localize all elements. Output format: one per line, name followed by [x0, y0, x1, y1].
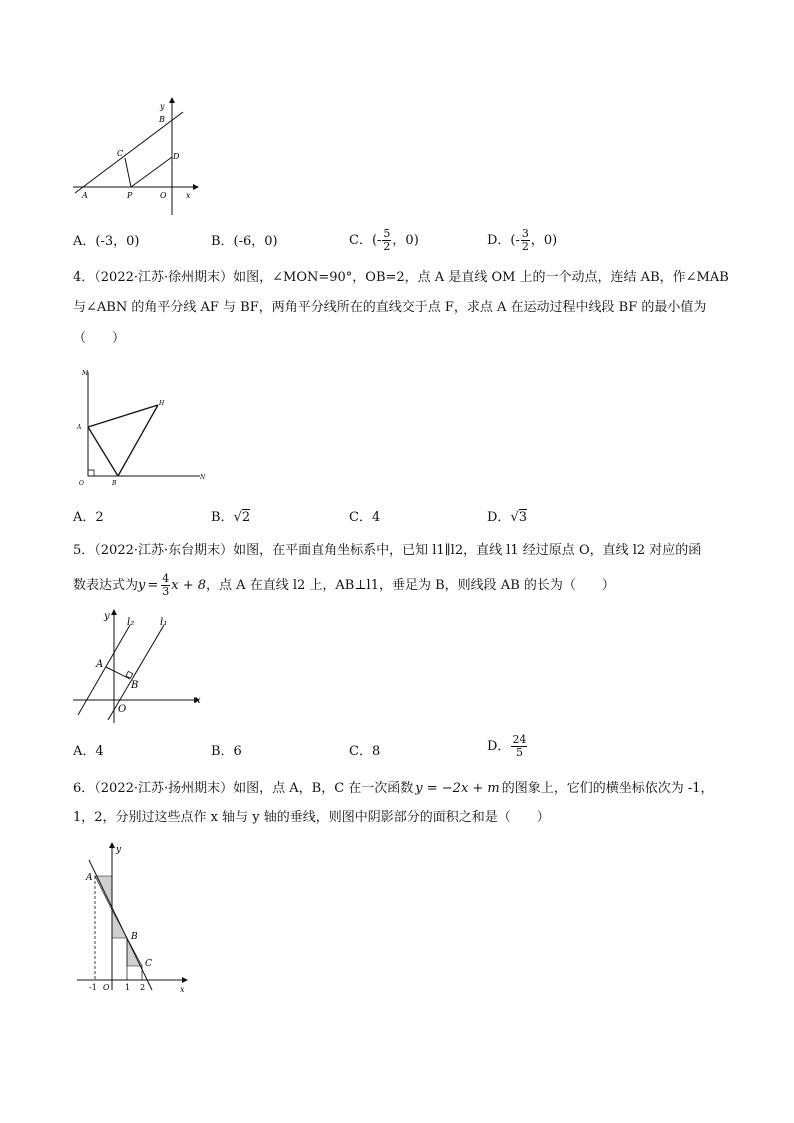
q5-label-l2: l₂ [127, 617, 135, 628]
q5-y-arrow [111, 609, 117, 615]
q6-label-o: O [103, 983, 110, 992]
q3-line-pd [131, 157, 172, 187]
q3-y-arrow [169, 97, 175, 103]
q4-segment-ab [88, 427, 118, 476]
q6-label-x: x [180, 985, 185, 994]
q6-figure [72, 840, 197, 995]
q3-label-p: P [127, 191, 133, 200]
q3-option-d[interactable] [487, 228, 557, 253]
q4-b-radicand: 2 [241, 510, 251, 525]
q4-figure [72, 362, 222, 490]
q3-option-d-prefix: D．(- [487, 233, 520, 248]
q5-option-a[interactable]: A．4 [73, 744, 104, 759]
q5-option-d[interactable] [487, 734, 528, 759]
q3-option-d-suffix: ，0) [530, 233, 558, 248]
q3-x-arrow [193, 184, 199, 190]
q3-label-o: O [160, 191, 167, 200]
q4-option-b-prefix: B． [211, 510, 234, 525]
q4-stem-line2: 与∠ABN 的角平分线 AF 与 BF，两角平分线所在的直线交于点 F，求点 A 在运动过程中线段 BF 的最小值为 [73, 300, 707, 315]
q5-label-x: x [195, 695, 201, 706]
q3-option-c-suffix: ，0) [392, 233, 419, 248]
q4-label-a: A [77, 424, 82, 431]
q3-option-c-fraction [382, 228, 391, 253]
q4-label-n: N [200, 474, 206, 481]
q5-eq-den: 3 [162, 585, 170, 598]
q3-d-den: 2 [521, 240, 529, 253]
q4-option-c[interactable]: C．4 [349, 510, 381, 525]
q4-label-h: H [159, 400, 165, 407]
q6-x-arrow [182, 977, 188, 983]
q5-d-num: 24 [512, 733, 527, 746]
q3-option-b[interactable]: B．(-6，0) [211, 234, 278, 249]
q5-d-den: 5 [515, 746, 523, 759]
q6-label-one: 1 [125, 983, 131, 992]
q3-c-den: 2 [383, 240, 391, 253]
q6-equation: y = −2x + m [415, 781, 500, 796]
q5-eq-fraction [161, 573, 170, 598]
q3-figure [65, 95, 205, 220]
q6-y-arrow [109, 842, 115, 848]
q5-label-a: A [96, 659, 104, 670]
q4-stem-line1: 4．（2022·江苏·徐州期末）如图，∠MON=90°，OB=2，点 A 是直线 OM 上的一个动点，连结 AB，作∠MAB [73, 270, 729, 285]
q5-segment-ab [106, 667, 130, 679]
q5-label-o: O [118, 704, 127, 715]
q5-stem-line2 [73, 573, 615, 598]
q3-option-c-prefix: C．(- [349, 233, 382, 248]
q5-label-l1: l₁ [160, 617, 168, 628]
q4-right-angle-mark [88, 470, 94, 476]
q4-option-a[interactable]: A．2 [73, 510, 104, 525]
q4-b-radical-icon: √ [233, 510, 242, 525]
q6-label-two: 2 [140, 983, 146, 992]
q4-d-radical-icon: √ [510, 510, 519, 525]
q5-eq-rest: x + 8 [171, 578, 207, 593]
q3-line-ab [75, 112, 183, 193]
q6-function-line [89, 860, 152, 990]
q6-label-neg1: -1 [89, 983, 97, 992]
q4-label-o: O [79, 480, 84, 487]
q6-label-y: y [116, 845, 122, 855]
q3-label-b: B [159, 115, 165, 124]
q5-eq-equals: = [147, 578, 159, 593]
q3-label-a: A [82, 191, 88, 200]
q4-option-b[interactable] [211, 508, 250, 528]
q4-stem-line3: （ ） [73, 331, 126, 346]
q5-figure [68, 605, 208, 727]
q5-option-d-fraction [511, 734, 527, 759]
q3-segment-cp [125, 158, 131, 187]
q6-label-a: A [86, 873, 93, 883]
q3-label-x: x [186, 191, 191, 200]
q6-label-c: C [145, 959, 152, 969]
q4-label-b: B [112, 480, 117, 487]
q5-label-y: y [104, 611, 110, 622]
q3-option-a[interactable]: A．(-3，0) [73, 234, 140, 249]
q4-option-d[interactable] [487, 508, 527, 528]
q6-line1-post: 的图象上，它们的横坐标依次为 -1， [501, 781, 714, 796]
q5-option-d-prefix: D． [487, 739, 511, 754]
q5-eq-y: y [138, 578, 146, 593]
q5-stem-line1: 5．（2022·江苏·东台期末）如图，在平面直角坐标系中，已知 l1∥l2，直线 l1 经过原点 O，直线 l2 对应的函 [73, 543, 702, 558]
q3-d-num: 3 [521, 227, 529, 240]
q3-option-c[interactable] [349, 228, 419, 253]
q6-stem-line2: 1，2，分别过这些点作 x 轴与 y 轴的垂线，则图中阴影部分的面积之和是（ ） [73, 810, 550, 825]
q5-label-b: B [131, 680, 139, 691]
q6-stem-line1 [73, 779, 714, 799]
q6-shade-a [95, 876, 112, 910]
q6-line1-pre: 6．（2022·江苏·扬州期末）如图，点 A，B，C 在一次函数 [73, 781, 414, 796]
q4-d-radicand: 3 [518, 510, 528, 525]
q3-label-c: C [117, 149, 124, 158]
q5-option-b[interactable]: B．6 [211, 744, 242, 759]
q3-option-d-fraction [521, 228, 530, 253]
q5-line-l2 [78, 625, 130, 715]
q4-option-d-prefix: D． [487, 510, 511, 525]
q3-c-num: 5 [383, 227, 391, 240]
q3-label-y: y [160, 102, 165, 111]
q5-line2-post: ，点 A 在直线 l2 上，AB⊥l1，垂足为 B，则线段 AB 的长为（ ） [206, 578, 615, 593]
q4-label-m: M [82, 370, 89, 377]
q5-line2-pre: 数表达式为 [73, 578, 139, 593]
q3-label-d: D [173, 152, 180, 161]
q6-label-b: B [131, 932, 138, 942]
q5-option-c[interactable]: C．8 [349, 744, 381, 759]
q5-eq-num: 4 [162, 572, 170, 585]
